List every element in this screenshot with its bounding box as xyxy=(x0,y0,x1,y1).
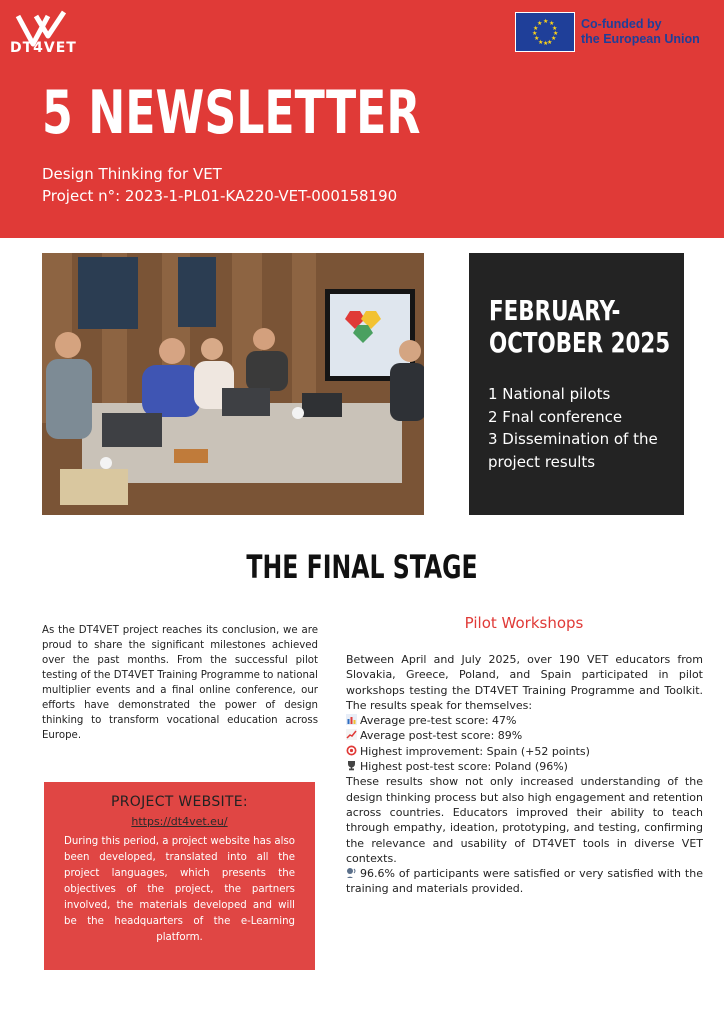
svg-text:★: ★ xyxy=(549,20,555,27)
timeline-box xyxy=(469,253,684,515)
timeline-title xyxy=(489,295,670,359)
eu-line-2: the European Union xyxy=(581,32,700,46)
project-website-box xyxy=(44,782,315,970)
stat-highest-post-test xyxy=(346,759,703,774)
brand-name: DT4VET xyxy=(10,40,77,56)
target-icon xyxy=(346,745,357,756)
svg-text:★: ★ xyxy=(543,40,549,47)
timeline-list xyxy=(488,383,658,473)
svg-text:★: ★ xyxy=(551,35,557,42)
pilot-workshops-title: Pilot Workshops xyxy=(464,614,584,632)
svg-text:★: ★ xyxy=(547,39,553,46)
speech-icon xyxy=(346,867,357,878)
stat-text: Average post-test score: 89% xyxy=(360,729,523,743)
stat-post-test xyxy=(346,728,703,743)
stat-text: Average pre-test score: 47% xyxy=(360,714,517,728)
section-title xyxy=(0,548,724,586)
bar-chart-icon xyxy=(346,714,357,725)
stat-pre-test xyxy=(346,713,703,728)
svg-text:★: ★ xyxy=(537,20,543,27)
header-banner xyxy=(0,0,724,238)
timeline-item: 1 National pilots xyxy=(488,385,611,403)
timeline-title-line-2: OCTOBER 2025 xyxy=(489,326,671,359)
subtitle-line-2: Project n°: 2023-1-PL01-KA220-VET-000158190 xyxy=(42,187,398,205)
eu-funding-badge xyxy=(515,12,700,52)
timeline-title-line-1: FEBRUARY- xyxy=(489,294,621,327)
trend-up-icon xyxy=(346,729,357,740)
svg-text:★: ★ xyxy=(533,25,539,32)
timeline-item: project results xyxy=(488,452,596,471)
website-title: PROJECT WEBSITE: xyxy=(111,794,248,810)
pilot-conclusion: These results show not only increased understanding of the design thinking process but also high engagement and retention across countries. Educators improved their ability to teach through empathy, ideation, prototyping, and testing, confirming the relevance and usability of DT4VET tools in diverse VET contexts. xyxy=(346,775,703,865)
intro-paragraph: As the DT4VET project reaches its conclusion, we are proud to share the significant milestones achieved over the past months. From the successful pilot testing of the DT4VET Training Programme to national multiplier events and a final online conference, our efforts have demonstrated the power of design thinking to transform vocational education across Europe. xyxy=(42,625,318,741)
satisfaction-line xyxy=(346,866,703,897)
svg-text:★: ★ xyxy=(553,30,559,37)
svg-text:★: ★ xyxy=(552,25,558,32)
section-title-text: THE FINAL STAGE xyxy=(246,548,478,586)
website-description: During this period, a project website has also been developed, translated into all the project languages, which presents the objectives of the project, the partners involved, the materials developed and will be the headquarters of the e-Learning platform. xyxy=(64,836,295,943)
trophy-icon xyxy=(346,760,357,771)
pilot-workshops-body xyxy=(346,652,703,897)
dt4vet-logo-icon xyxy=(8,6,78,66)
newsletter-title: 5 NEWSLETTER xyxy=(42,78,421,148)
stat-text: Highest improvement: Spain (+52 points) xyxy=(360,744,590,758)
stat-highest-improvement xyxy=(346,744,703,759)
website-link[interactable]: https://dt4vet.eu/ xyxy=(131,815,228,828)
timeline-item: 3 Dissemination of the xyxy=(488,430,658,448)
svg-text:★: ★ xyxy=(538,39,544,46)
subtitle-line-1: Design Thinking for VET xyxy=(42,165,222,183)
project-subtitle xyxy=(42,163,397,207)
svg-text:★: ★ xyxy=(532,30,538,37)
svg-text:★: ★ xyxy=(543,18,549,25)
meeting-photo xyxy=(42,253,424,515)
eu-cofunded-text xyxy=(581,17,700,47)
svg-text:★: ★ xyxy=(534,35,540,42)
stat-text: Highest post-test score: Poland (96%) xyxy=(360,760,568,774)
satisfaction-text: 96.6% of participants were satisfied or very satisfied with the training and materials provided. xyxy=(346,867,703,896)
eu-line-1: Co-funded by xyxy=(581,17,662,31)
timeline-item: 2 Fnal conference xyxy=(488,407,623,426)
eu-flag-icon xyxy=(515,12,575,52)
pilot-intro: Between April and July 2025, over 190 VET educators from Slovakia, Greece, Poland, and Spain participated in pilot workshops testing the DT4VET Training Programme and Toolkit. The results speak for themselves: xyxy=(346,653,703,712)
